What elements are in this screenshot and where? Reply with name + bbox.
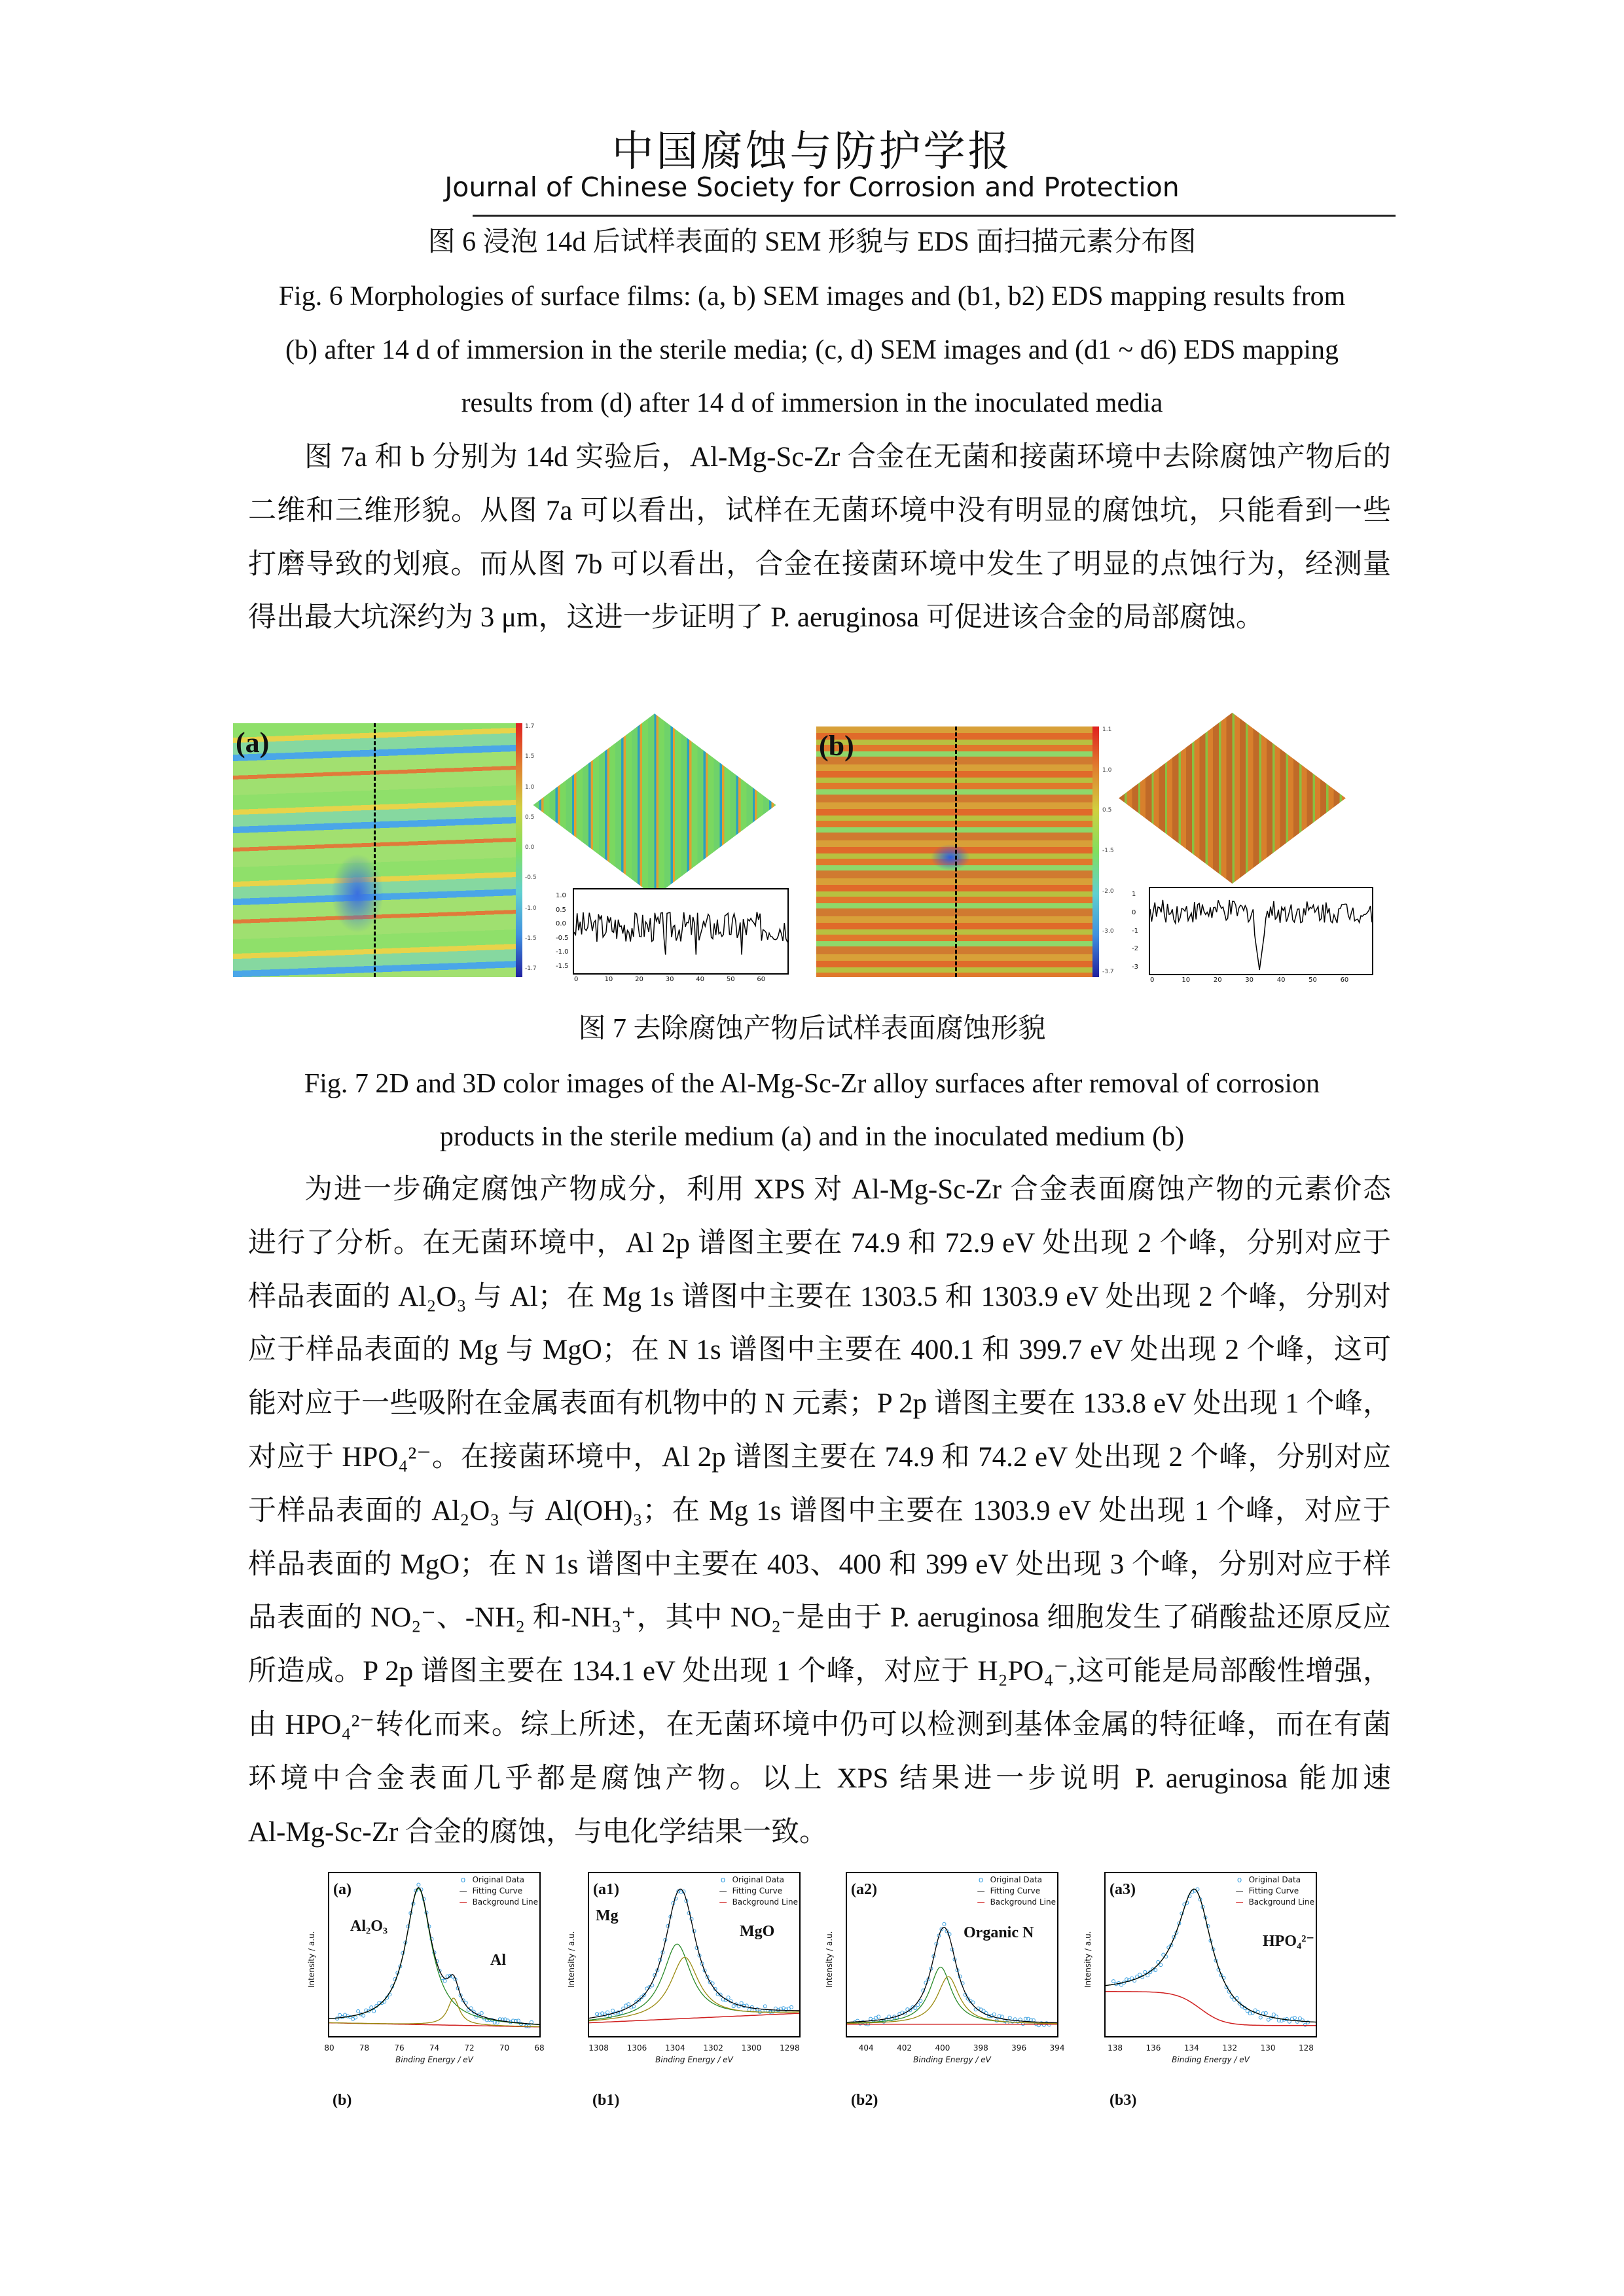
- fitting-curve: [589, 1889, 799, 2018]
- data-point: [354, 2016, 357, 2019]
- legend-item-fit: — Fitting Curve: [459, 1886, 523, 1895]
- colorbar-tick: 1.1: [1102, 726, 1112, 733]
- data-point: [740, 2001, 743, 2005]
- text-line: 打磨导致的划痕。而从图 7b 可以看出，合金在接菌环境中发生了明显的点蚀行为，经测量: [248, 548, 1391, 580]
- xps-chart-a: [307, 1872, 545, 2064]
- x-tick: 402: [897, 2043, 912, 2053]
- legend-item-bg: — Background Line: [1235, 1897, 1314, 1907]
- panel-label: (b): [819, 730, 854, 762]
- paragraph-1: [248, 431, 1391, 645]
- legend-item-fit: — Fitting Curve: [977, 1886, 1041, 1895]
- legend-item-data: o Original Data: [720, 1875, 785, 1884]
- data-point: [362, 2014, 365, 2017]
- x-tick: 1304: [665, 2043, 685, 2053]
- x-tick: 1298: [780, 2043, 800, 2053]
- x-tick: 0: [1150, 977, 1155, 984]
- profile-line: [1150, 900, 1372, 970]
- x-tick: 30: [665, 976, 674, 983]
- x-tick: 70: [499, 2043, 510, 2053]
- colorbar-tick: -3.0: [1102, 928, 1114, 935]
- legend-label: Background Line: [472, 1897, 538, 1907]
- colorbar-ticks-b: [1102, 726, 1122, 977]
- panel-label-b2: (b2): [851, 2092, 878, 2109]
- data-point: [789, 2005, 793, 2009]
- y-axis-label: Intensity / a.u.: [307, 1931, 316, 1988]
- annotation: Al: [490, 1952, 506, 1969]
- legend-item-data: o Original Data: [460, 1875, 525, 1884]
- paragraph-2: [248, 1163, 1391, 1859]
- profile-line-plot: [574, 889, 787, 973]
- x-tick: 30: [1245, 977, 1254, 984]
- colorbar-tick: 1.0: [525, 783, 535, 791]
- x-tick: 74: [429, 2043, 440, 2053]
- legend-label: Background Line: [990, 1897, 1056, 1907]
- colorbar-tick: -1.7: [525, 965, 537, 972]
- x-tick: 50: [726, 976, 735, 983]
- colorbar-tick: -1.5: [1102, 848, 1114, 854]
- x-tick: 128: [1298, 2043, 1314, 2053]
- data-point: [1112, 1980, 1115, 1983]
- profile-line: [955, 726, 957, 977]
- panel-label-b1: (b1): [592, 2092, 620, 2109]
- panel-label: (a1): [593, 1881, 619, 1898]
- x-axis-label: Binding Energy / eV: [395, 2055, 473, 2064]
- x-axis-label: Binding Energy / eV: [913, 2055, 991, 2064]
- y-tick: -2: [1132, 945, 1138, 953]
- colorbar-a: [516, 723, 522, 977]
- text-line: 所造成。P 2p 谱图主要在 134.1 eV 处出现 1 个峰，对应于 H₂PO₄⁻,这可能是局部酸性增强，: [248, 1656, 1391, 1687]
- data-point: [530, 2020, 533, 2024]
- background-line: [1106, 1992, 1316, 2026]
- x-tick: 78: [359, 2043, 370, 2053]
- fig7-caption-cn: 图 7 去除腐蚀产物后试样表面腐蚀形貌: [578, 1014, 1046, 1044]
- legend-label: Original Data: [990, 1875, 1043, 1884]
- x-tick: 10: [1182, 977, 1191, 984]
- legend: [456, 1874, 538, 1908]
- legend-item-bg: — Background Line: [459, 1897, 538, 1907]
- colorbar-ticks-a: [525, 723, 545, 977]
- y-axis-label: Intensity / a.u.: [1083, 1931, 1092, 1988]
- legend: [974, 1874, 1056, 1908]
- legend: [716, 1874, 798, 1908]
- xps-chart-a2: [825, 1872, 1065, 2064]
- colorbar-tick: 1.7: [525, 723, 535, 730]
- legend-label: Fitting Curve: [732, 1886, 783, 1895]
- legend-item-fit: — Fitting Curve: [1235, 1886, 1299, 1895]
- fig7-caption-en-1: Fig. 7 2D and 3D color images of the Al-Mg-Sc-Zr alloy surfaces after removal of corrosion: [304, 1069, 1320, 1099]
- y-axis-label: Intensity / a.u.: [567, 1931, 576, 1988]
- panel-label: (a): [333, 1881, 352, 1898]
- depth-profile-a: [556, 888, 789, 983]
- panel-label: (a2): [851, 1881, 877, 1898]
- panel-label: (a3): [1110, 1881, 1136, 1898]
- legend-label: Background Line: [1248, 1897, 1314, 1907]
- depth-profile-b: [1132, 887, 1373, 984]
- xps-chart-a1: [567, 1872, 801, 2064]
- x-tick: 68: [534, 2043, 545, 2053]
- colorbar-tick: -2.0: [1102, 888, 1114, 895]
- y-tick: -1: [1132, 927, 1138, 935]
- x-tick: 1308: [588, 2043, 609, 2053]
- x-axis-label: Binding Energy / eV: [655, 2055, 733, 2064]
- x-tick: 136: [1146, 2043, 1161, 2053]
- colorbar-tick: 0.0: [525, 844, 535, 851]
- fig6-caption-en-3: results from (d) after 14 d of immersion in the inoculated media: [461, 388, 1163, 418]
- legend-label: Fitting Curve: [1248, 1886, 1299, 1895]
- text-line: 二维和三维形貌。从图 7a 可以看出，试样在无菌环境中没有明显的腐蚀坑，只能看到一些: [248, 495, 1391, 526]
- x-tick: 404: [858, 2043, 874, 2053]
- fig6-caption-cn: 图 6 浸泡 14d 后试样表面的 SEM 形貌与 EDS 面扫描元素分布图: [427, 227, 1197, 257]
- profile-line: [374, 723, 376, 977]
- profile-line-plot: [1150, 888, 1372, 974]
- x-tick: 80: [324, 2043, 334, 2053]
- data-point: [1259, 2016, 1262, 2019]
- y-tick: -1.0: [556, 948, 569, 956]
- legend: [1233, 1874, 1314, 1908]
- legend-label: Original Data: [472, 1875, 525, 1884]
- data-point: [443, 1979, 446, 1982]
- annotation: Al₂O₃: [350, 1918, 388, 1935]
- data-point: [611, 2009, 615, 2013]
- text-line: 图 7a 和 b 分别为 14d 实验后，Al-Mg-Sc-Zr 合金在无菌和接菌环境中去除腐蚀产物后的: [304, 442, 1391, 473]
- legend-item-data: o Original Data: [978, 1875, 1043, 1884]
- fig7-caption-en-2: products in the sterile medium (a) and in the inoculated medium (b): [439, 1122, 1185, 1152]
- data-point: [370, 2006, 373, 2009]
- x-tick: 60: [757, 976, 766, 983]
- y-tick: -1.5: [556, 963, 569, 970]
- legend-label: Fitting Curve: [472, 1886, 523, 1895]
- data-point: [1008, 2016, 1011, 2019]
- data-point: [943, 1922, 946, 1926]
- annotation: Organic N: [964, 1924, 1034, 1941]
- colorbar-tick: 0.5: [525, 814, 535, 821]
- profile-line: [574, 912, 787, 954]
- fig6-caption-en-2: (b) after 14 d of immersion in the sterile media; (c, d) SEM images and (d1 ~ d6) EDS mapping: [285, 335, 1339, 365]
- legend-item-fit: — Fitting Curve: [719, 1886, 783, 1895]
- x-tick: 20: [635, 976, 643, 983]
- y-tick: 0.0: [556, 920, 566, 928]
- x-tick: 76: [394, 2043, 405, 2053]
- peak-component: [329, 1888, 539, 2024]
- x-tick: 396: [1011, 2043, 1027, 2053]
- legend-label: Original Data: [732, 1875, 785, 1884]
- annotation: MgO: [740, 1923, 775, 1940]
- height-map-b: [816, 726, 1092, 977]
- legend-label: Background Line: [732, 1897, 798, 1907]
- peak-component: [847, 1977, 1057, 2024]
- text-line: 于样品表面的 Al₂O₃ 与 Al(OH)₃；在 Mg 1s 谱图中主要在 1303.9 eV 处出现 1 个峰，对应于: [248, 1495, 1391, 1526]
- x-tick: 72: [464, 2043, 475, 2053]
- data-point: [357, 2009, 360, 2013]
- x-tick: 60: [1340, 977, 1349, 984]
- peak-component: [589, 1944, 799, 2020]
- peak-component: [1106, 1889, 1316, 2022]
- text-line: 为进一步确定腐蚀产物成分，利用 XPS 对 Al-Mg-Sc-Zr 合金表面腐蚀产物的元素价态: [304, 1174, 1391, 1205]
- height-map-a: [233, 723, 516, 977]
- fitting-curve: [1106, 1889, 1316, 2022]
- xps-chart-a3: [1083, 1872, 1317, 2064]
- data-point: [372, 2009, 376, 2013]
- text-line: 对应于 HPO₄²⁻。在接菌环境中，Al 2p 谱图主要在 74.9 和 74.2 eV 处出现 2 个峰，分别对应: [248, 1441, 1391, 1473]
- colorbar-b: [1092, 726, 1099, 977]
- x-tick: 138: [1108, 2043, 1123, 2053]
- text-line: 进行了分析。在无菌环境中，Al 2p 谱图主要在 74.9 和 72.9 eV 处出现 2 个峰，分别对应于: [248, 1227, 1391, 1259]
- colorbar-tick: 1.0: [1102, 766, 1112, 774]
- x-tick: 0: [574, 976, 579, 983]
- colorbar-tick: -1.0: [525, 905, 537, 912]
- colorbar-tick: -3.7: [1102, 969, 1114, 975]
- text-line: 能对应于一些吸附在金属表面有机物中的 N 元素；P 2p 谱图主要在 133.8 eV 处出现 1 个峰，: [248, 1388, 1391, 1420]
- colorbar-tick: 0.5: [1102, 807, 1112, 814]
- text-line: Al-Mg-Sc-Zr 合金的腐蚀，与电化学结果一致。: [248, 1816, 828, 1848]
- legend-label: Fitting Curve: [990, 1886, 1041, 1895]
- y-tick: 1: [1132, 891, 1136, 898]
- fig6-caption-en-1: Fig. 6 Morphologies of surface films: (a, b) SEM images and (b1, b2) EDS mapping results from: [278, 281, 1346, 312]
- legend-item-bg: — Background Line: [977, 1897, 1056, 1907]
- data-point: [480, 2011, 483, 2015]
- x-tick: 1300: [741, 2043, 762, 2053]
- x-tick: 394: [1049, 2043, 1065, 2053]
- y-axis-label: Intensity / a.u.: [825, 1931, 834, 1988]
- x-tick: 134: [1183, 2043, 1199, 2053]
- y-tick: -3: [1132, 963, 1138, 971]
- y-tick: -0.5: [556, 934, 569, 942]
- text-line: 应于样品表面的 Mg 与 MgO；在 N 1s 谱图中主要在 400.1 和 399.7 eV 处出现 2 个峰，这可: [248, 1335, 1391, 1366]
- x-tick: 20: [1213, 977, 1222, 984]
- data-point: [1159, 1964, 1163, 1967]
- data-point: [763, 2005, 767, 2008]
- text-line: 得出最大坑深约为 3 μm，这进一步证明了 P. aeruginosa 可促进该合金的局部腐蚀。: [248, 602, 1264, 634]
- y-tick: 0: [1132, 908, 1136, 916]
- legend-item-bg: — Background Line: [719, 1897, 798, 1907]
- legend-label: Original Data: [1248, 1875, 1301, 1884]
- text-line: 品表面的 NO₂⁻、-NH₂ 和-NH₃⁺，其中 NO₂⁻是由于 P. aeruginosa 细胞发生了硝酸盐还原反应: [248, 1602, 1391, 1634]
- annotation: Mg: [596, 1907, 619, 1924]
- surface-3d-b: [1119, 713, 1346, 884]
- surface-3d-a: [533, 713, 776, 897]
- y-tick: 1.0: [556, 892, 566, 899]
- x-tick: 50: [1308, 977, 1317, 984]
- data-point: [1144, 1971, 1147, 1974]
- x-tick: 400: [935, 2043, 950, 2053]
- data-point: [992, 2013, 996, 2016]
- journal-title: 中国腐蚀与防护学报: [611, 128, 1013, 176]
- text-line: 样品表面的 MgO；在 N 1s 谱图中主要在 403、400 和 399 eV 处出现 3 个峰，分别对应于样: [248, 1549, 1391, 1580]
- colorbar-tick: 1.5: [525, 753, 535, 761]
- y-tick: 0.5: [556, 906, 566, 914]
- x-tick: 1306: [626, 2043, 647, 2053]
- journal-subtitle: Journal of Chinese Society for Corrosion and Protection: [444, 171, 1180, 203]
- data-point: [627, 2003, 630, 2006]
- x-tick: 130: [1260, 2043, 1276, 2053]
- x-tick: 40: [1276, 977, 1286, 984]
- x-tick: 40: [696, 976, 705, 983]
- legend-item-data: o Original Data: [1236, 1875, 1301, 1884]
- x-tick: 398: [973, 2043, 988, 2053]
- panel-label-b3: (b3): [1110, 2092, 1137, 2109]
- data-point: [417, 1883, 420, 1886]
- text-line: 样品表面的 Al₂O₃ 与 Al；在 Mg 1s 谱图中主要在 1303.5 和 1303.9 eV 处出现 2 个峰，分别对: [248, 1281, 1391, 1312]
- data-point: [606, 2011, 609, 2014]
- panel-label-b: (b): [333, 2092, 352, 2109]
- colorbar-tick: -0.5: [525, 874, 537, 882]
- panel-label: (a): [236, 726, 270, 759]
- text-line: 由 HPO₄²⁻转化而来。综上所述，在无菌环境中仍可以检测到基体金属的特征峰，而在有菌: [248, 1709, 1391, 1740]
- x-axis-label: Binding Energy / eV: [1172, 2055, 1250, 2064]
- data-point: [727, 1996, 730, 2000]
- x-tick: 1302: [703, 2043, 723, 2053]
- annotation: HPO₄²⁻: [1263, 1933, 1315, 1950]
- x-tick: 10: [604, 976, 613, 983]
- colorbar-tick: -1.5: [525, 935, 537, 942]
- text-line: 环境中合金表面几乎都是腐蚀产物。以上 XPS 结果进一步说明 P. aeruginosa 能加速: [248, 1763, 1391, 1794]
- x-tick: 132: [1222, 2043, 1238, 2053]
